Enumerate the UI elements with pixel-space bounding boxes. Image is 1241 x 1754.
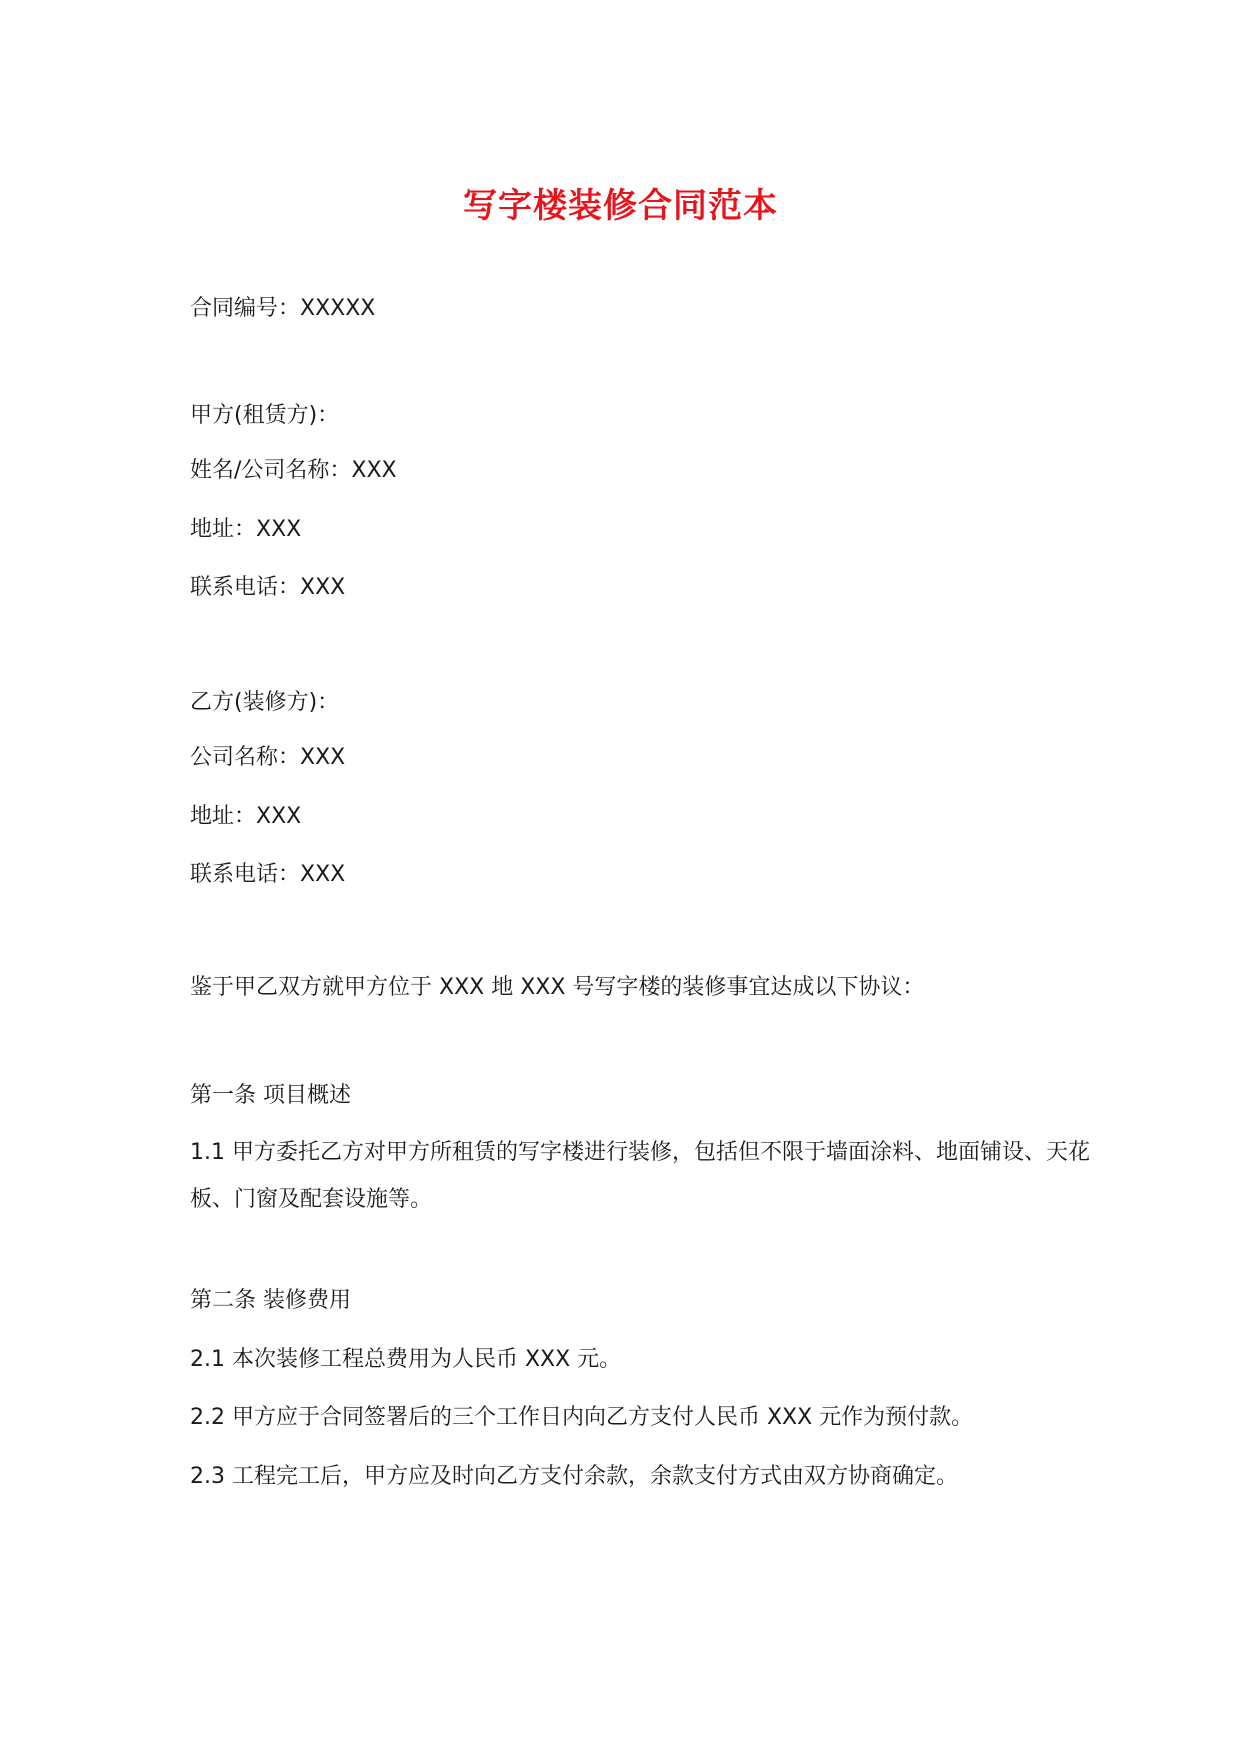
party-a-phone: 联系电话：XXX xyxy=(190,575,346,600)
clause-2-3: 2.3 工程完工后，甲方应及时向乙方支付余款，余款支付方式由双方协商确定。 xyxy=(190,1464,958,1489)
document-title: 写字楼装修合同范本 xyxy=(463,186,778,226)
clause-1-1: 1.1 甲方委托乙方对甲方所租赁的写字楼进行装修，包括但不限于墙面涂料、地面铺设、天花板、门窗及配套设施等。 xyxy=(190,1140,1090,1212)
article-2-heading: 第二条 装修费用 xyxy=(190,1288,351,1313)
clause-2-1: 2.1 本次装修工程总费用为人民币 XXX 元。 xyxy=(190,1347,622,1372)
party-a-name: 姓名/公司名称：XXX xyxy=(190,458,397,483)
party-b-name: 公司名称：XXX xyxy=(190,745,346,770)
party-b-phone: 联系电话：XXX xyxy=(190,862,346,887)
contract-number: 合同编号：XXXXX xyxy=(190,296,376,321)
party-a-address: 地址：XXX xyxy=(190,517,302,542)
party-b-address: 地址：XXX xyxy=(190,804,302,829)
party-a-heading: 甲方(租赁方)： xyxy=(190,403,340,428)
clause-2-2: 2.2 甲方应于合同签署后的三个工作日内向乙方支付人民币 XXX 元作为预付款。 xyxy=(190,1405,974,1430)
preamble: 鉴于甲乙双方就甲方位于 XXX 地 XXX 号写字楼的装修事宜达成以下协议： xyxy=(190,975,925,1000)
party-b-heading: 乙方(装修方)： xyxy=(190,690,340,715)
article-1-heading: 第一条 项目概述 xyxy=(190,1083,351,1108)
